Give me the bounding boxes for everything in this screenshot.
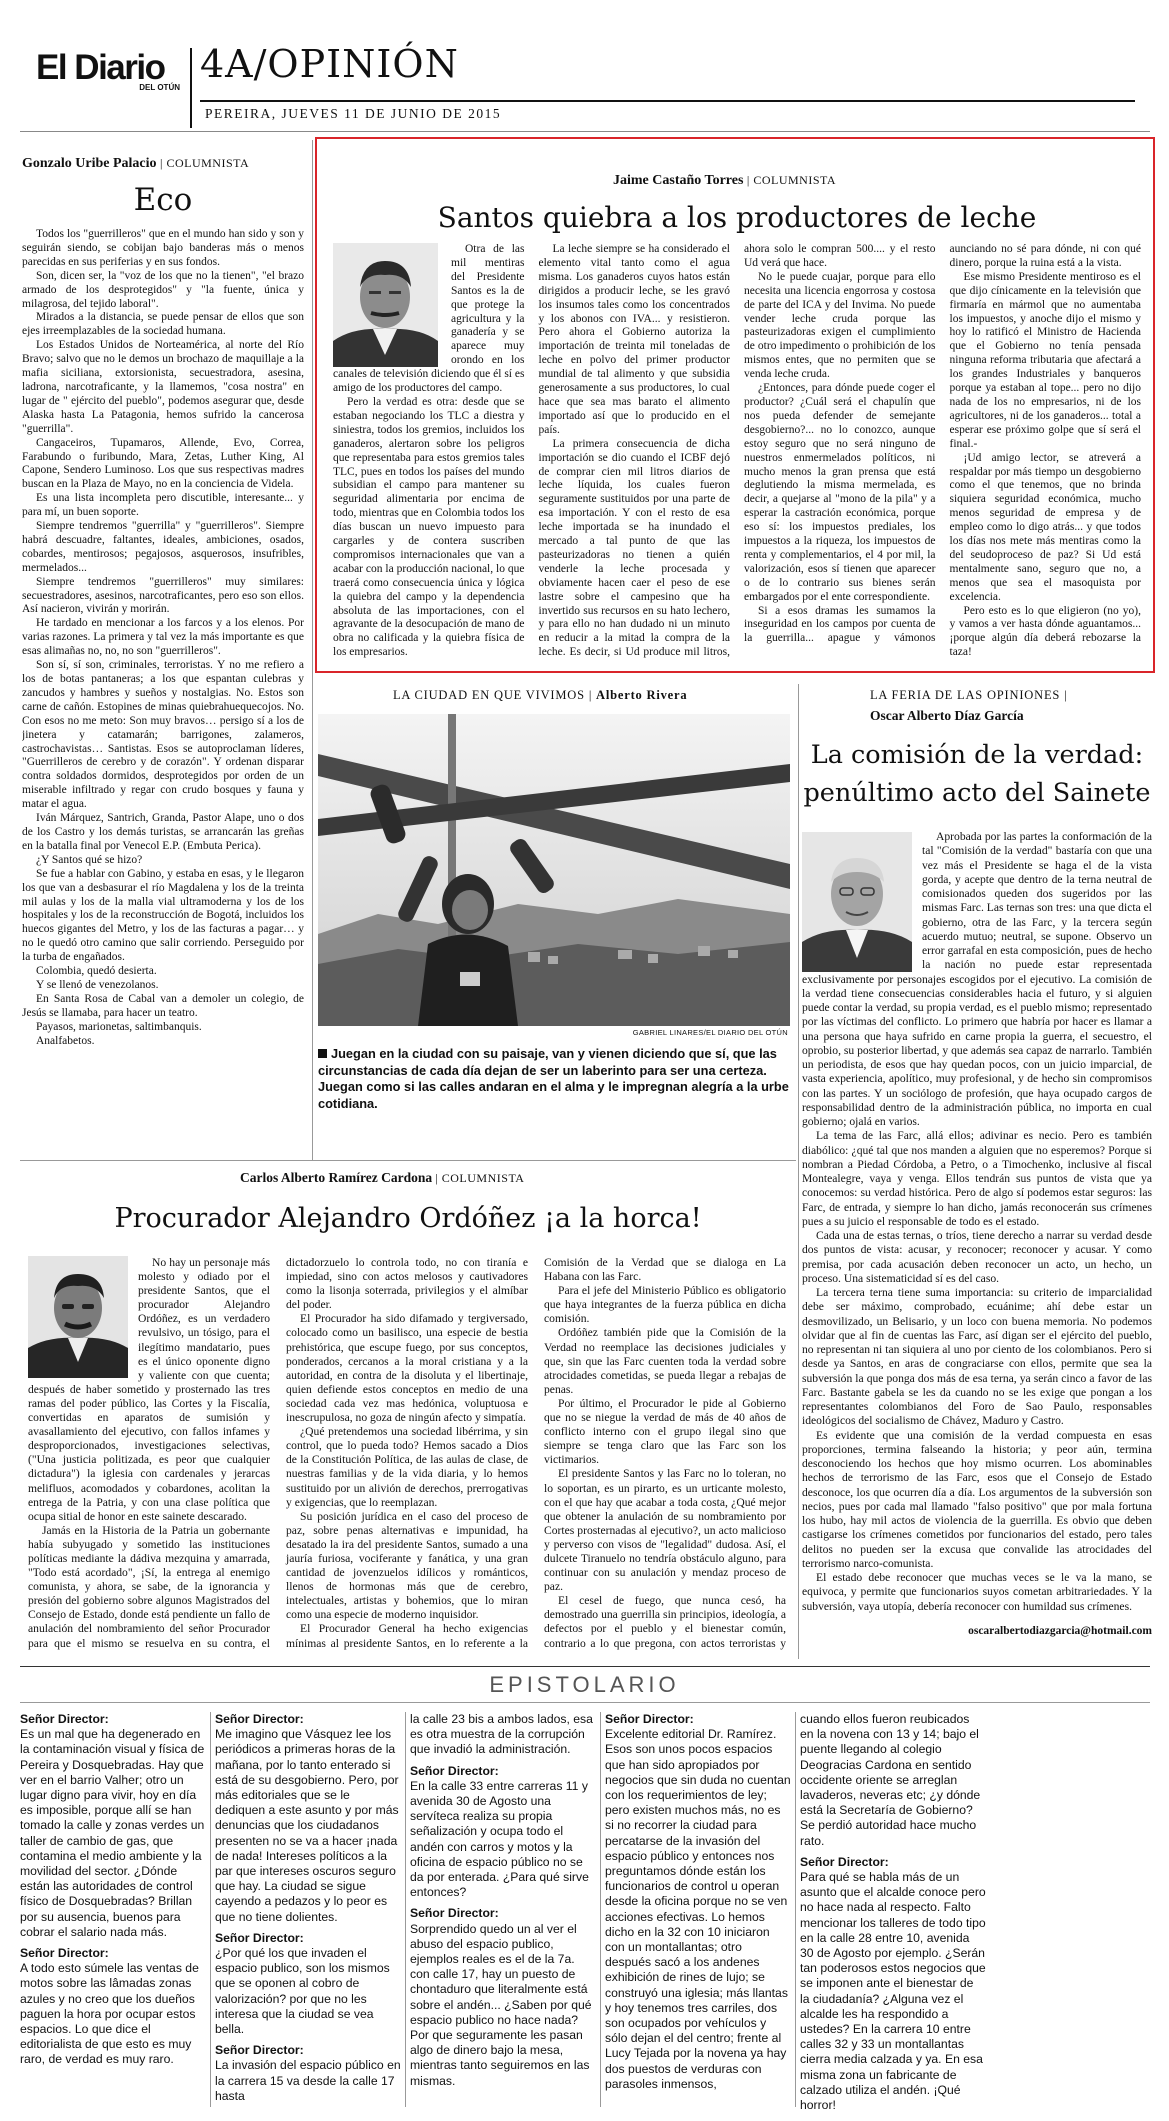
letter-text: Para qué se habla más de un asunto que el alcalde conoce pero no hace nada al respecto. Falto mencionar los talleres de todo tipo en la calle 28 entre 10, avenida 30 de Agosto por ejemplo. ¿Serán tan poderosos estos negocios que se imponen ante el bienestar de la ciudadanía? ¿Alguna vez el alcalde les ha respondido a ustedes? En la carrera 10 entre calles 32 y 33 un montallantas cierra media calzada y ya. En esa misma zona un fabricante de calzado utiliza el andén. ¡Qué horror! <box>800 1870 986 2112</box>
procurador-article <box>22 1162 794 1662</box>
letters-column <box>20 1712 206 2112</box>
column-divider <box>798 684 799 1659</box>
epistolario-top-rule <box>20 1666 1150 1667</box>
paragraph: Payasos, marionetas, saltimbanquis. <box>36 1020 202 1033</box>
letters-column <box>800 1712 986 2112</box>
letter-salutation: Señor Director: <box>20 1712 109 1726</box>
masthead-bottom-rule <box>20 131 1150 132</box>
masthead-rule <box>200 100 1135 102</box>
santos-byline: Jaime Castaño Torres | COLUMNISTA <box>613 173 837 188</box>
letter-text: cuando ellos fueron reubicados en la novena con 13 y 14; bajo el puente llegando al colegio Deogracias Cardona en sentido occidente oriente se arreglan lavaderos, neveras etc; ¿y dónde está la Secretaría de Gobierno? Se perdió autoridad hace mucho rato. <box>800 1712 981 1848</box>
paragraph: Mirados a la distancia, se puede pensar de ellos que son ejes irreemplazables de la sociedad humana. <box>22 311 304 338</box>
letter-salutation: Señor Director: <box>410 1906 499 1921</box>
paragraph: Colombia, quedó desierta. <box>36 965 157 978</box>
letter-salutation: Señor Director: <box>215 1930 304 1945</box>
logo-main: El Diario <box>36 48 165 87</box>
paragraph: El Procurador ha sido difamado y tergiversado, colocado como un basilisco, una especie de bestia prehistórica, que escupe fuego, por sus conceptos, ponderados, cercanos a la moral cristiana y a la autoridad, en contra de la disoluta y el libertinaje, quien defiende estos conceptos en medio de una sociedad cada vez mas hedónica, voluptuosa e inescrupulosa, no goza de ningún afecto y simpatía. <box>286 1312 528 1425</box>
paragraph: Ordóñez también pide que la Comisión de la Verdad no reemplace las decisiones judiciales y que, sin que las Farc cuenten toda la verdad sobre atrocidades cometidas, se pueda llegar a rebajas de penas. <box>544 1326 786 1396</box>
photo-float-space <box>28 1256 132 1380</box>
column-divider <box>312 140 313 1160</box>
paragraph: Siempre tendremos "guerrilla" y "guerrilleros". Siempre habrá descuadre, faltantes, ideales, ambiciones, osados, cobardes, mentirosos; pegajosos, asquerosos, insufribles, mermelados... <box>22 520 304 574</box>
paragraph: Cangaceiros, Tupamaros, Allende, Evo, Correa, Farabundo o furibundo, Mara, Zetas, Luther King, Al Capone, Sendero Luminoso. Los que sus respectivas madres buscan en la Plaza de Mayo, no en la conciencia de Videla. <box>22 436 304 491</box>
letter-text: Sorprendido quedo un al ver el abuso del espacio publico, ejemplos reales es el de la 7a. con calle 17, hay un puesto de chontaduro que literalmente está sobre el andén... ¿Saben por qué espacio publico no hace nada? Por que seguramente les pasan algo de dinero bajo la mesa, mientras tanto seguiremos en las mismas. <box>410 1921 592 2088</box>
column-divider <box>600 1712 601 2107</box>
letter-text: Me imagino que Vásquez lee los periódicos a primeras horas de la mañana, por lo tanto enterado si está de su desgobierno. Pero, por más editoriales que se le dediquen a este asunto y por más denuncias que los ciudadanos presenten no se va a hacer ¡nada de nada! Intereses políticos a la par que intereses oscuros seguro que hay. La ciudad se sigue cayendo a pedazos y lo peor es que no tiene dolientes. <box>215 1727 399 1924</box>
column-divider <box>405 1712 406 2107</box>
paragraph: La primera consecuencia de dicha importación se dio cuando el ICBF dejó de comprar cien mil litros diarios de leche líquida, los cuales fueron seguramente sustituidos por una parte de esa importación. Y con el resto de esa leche importada se ha inundado el mercado a tal punto de que las pasteurizadoras no tienen a quién venderle la leche procesada y obviamente hacen caer el peso de ese lastre sobre el campesino que ha invertido sus recursos en su hato lechero, y para ello no han dudado ni un minuto en reducir a la mitad la compra de la leche. Es decir, si Ud produce mil litros, ahora solo le compran 500.... y el resto Ud verá que hace. <box>538 243 936 659</box>
letter-text: La invasión del espacio público en la carrera 15 va desde la calle 17 hasta <box>215 2058 401 2103</box>
letter-salutation: Señor Director: <box>605 1712 694 1726</box>
comision-body <box>802 830 1152 1620</box>
procurador-body <box>28 1256 786 1654</box>
letters-column <box>605 1712 791 2112</box>
section-title: 4A/OPINIÓN <box>200 42 459 86</box>
logo <box>36 50 186 92</box>
masthead-divider <box>190 48 192 128</box>
photo-caption: Juegan en la ciudad con su paisaje, van y vienen diciendo que sí, que las circunstancias de cada día dejan de ser un laberinto para ser una certeza. Juegan como si las calles andaran en el alma y le impregnan alegría a la urbe cotidiana. <box>318 1046 789 1111</box>
procurador-byline: Carlos Alberto Ramírez Cardona | COLUMNISTA <box>240 1170 525 1185</box>
santos-body <box>333 243 1141 663</box>
letter-text: ¿Por qué los que invaden el espacio publico, son los mismos que se oponen al cobro de valorización? por que no les interesa que la ciudad se vea bella. <box>215 1946 390 2037</box>
paragraph: La tercera terna tiene suma importancia: su criterio de imparcialidad debe ser máximo, comprobado, ecuánime; ahí debe estar un desmovilizado, un Belisario, y un loco con buena memoria. No podemos olvidar que al fin de cuentas las Farc, así digan ser el ejército del pueblo, no representan ni tan siquiera al uno por ciento de los colombianos. Pero si desde ya Santos, en aras de congraciarse con ellos, permite que sea la subversión la que ponga dos más de esa terna, ya serán cinco a favor de las Farc. Bastante gabela se les da cuando no se les exige que pongan a los representantes colombianos del Foro de Sao Paulo, responsables ideológicos del socialismo de Chávez, Maduro y Castro. <box>802 1286 1152 1428</box>
paragraph: Si a esos dramas les sumamos la inseguridad en los campos por cuenta de la guerrilla... apague y vámonos aunciando no sé para dónde, ni con qué dinero, porque la ruina está a la vista. <box>744 243 1141 645</box>
eco-byline: Gonzalo Uribe Palacio | COLUMNISTA <box>22 156 250 171</box>
paragraph: ¿Y Santos qué se hizo? <box>36 853 143 866</box>
santos-article-box <box>315 137 1155 673</box>
paragraph: Siempre tendremos "guerrilleros" muy similares: secuestradores, asesinos, narcotraficantes, pero eso son ellos. Así nacieron, vivirán y morirán. <box>22 575 304 616</box>
paragraph: Otra de las mil mentiras del Presidente Santos es la de que protege la agricultura y la ganadería y se aparece muy orondo en los canales de televisión diciendo que él sí es amigo de los productores del campo. <box>333 243 525 395</box>
letters-column <box>410 1712 596 2112</box>
paragraph: No hay un personaje más molesto y odiado por el presidente Santos, que el procurador Alejandro Ordóñez, es un verdadero revulsivo, un tósigo, para el ilegítimo mandatario, pues es el único oponente digno y valiente con que cuenta; después de haber sometido y prosternado las tres ramas del poder público, las Cortes y la Fiscalía, convertidas en aparatos de sumisión y avasallamiento del ejecutivo, con fallos infames y desproporcionados, investigaciones selectivas, ("Una justicia politizada, es peor que cualquier dictadura") la iglesia con cardenales y jerarcas melifluos, acomodados y cobardones, acolitan la entrega de la Patria, y con una clase política que ocupa sitial de honor en este sainete descarado. <box>28 1256 270 1523</box>
comision-byline: Oscar Alberto Díaz García <box>870 708 1024 723</box>
masthead <box>0 0 1169 140</box>
paragraph: La tema de las Farc, allá ellos; adivinar es necio. Pero es también diabólico: ¿qué tal que nos manden a alguien que no esperemos? Porque si nombran a Piedad Córdoba, a Petro, o a Timochenko, inclusive al fiscal Montealegre, vaya y venga. Ellos tendrán sus puntos de vista que ya conocemos: su verdad histórica. Pero de algo sí podemos estar seguros: las Farc, de entrada, y siempre lo han dicho, jamás reconocerán sus crímenes pues a su juicio el responsable de todo es el estado. <box>802 1129 1152 1228</box>
paragraph: Todos los "guerrilleros" que en el mundo han sido y son y seguirán siendo, se cobijan bajo banderas más o menos parecidas en sus periferias y en sus fondos. <box>22 228 304 268</box>
comision-email: oscaralbertodiazgarcia@hotmail.com <box>968 1625 1152 1637</box>
paragraph: Iván Márquez, Santrich, Granda, Pastor Alape, uno o dos de los Castro y los demás turistas, se arrancarán las greñas en la batalla final por Venecol E.P. (Embuta Perica). <box>22 812 304 852</box>
logo-sub: DEL OTÚN <box>139 83 180 92</box>
paragraph: ¿Entonces, para dónde puede coger el productor? ¿Cuál será el chapulín que nos pueda defender de semejante desgobierno?... no lo conozco, aunque estoy seguro que no será ninguno de nuestros enmermelados políticos, ni mucho menos la gran prensa que está deglutiendo la misma mermelada, es decir, a quejarse al "mono de la pila" y a esperar la castración económica, porque eso sí: los impuestos prediales, los impuestos a la riqueza, los impuestos de renta y complementarios, el 4 por mil, la valorización, esos sí tienen que aparecer o de lo contrario sus bienes serán embargados por el ente correspondiente. <box>744 382 936 603</box>
letter-salutation: Señor Director: <box>800 1854 889 1869</box>
letter-text: A todo esto súmele las ventas de motos sobre las lâmadas zonas azules y no creo que los dueños paguen la hora por ocupar estos espacios. Lo que dice el editorialista de que esto es muy raro, de verdad es muy raro. <box>20 1961 199 2067</box>
paragraph: Se fue a hablar con Gabino, y estaba en esas, y le llegaron los que van a desbasurar el río Magdalena y los de la treinta mil aulas y los de la malla vial ultramoderna y los de los hospitales y los de la reconstrucción de Bogotá, incluidos los huecos gigantes del Metro, y los de las facturas a pagar… y no le quedó otro camino que salir corriendo. Perseguido por la turba de engañados. <box>22 867 304 964</box>
paragraph: La leche siempre se ha considerado el elemento vital tanto como el agua misma. Los ganaderos cuyos hatos están dirigidos a producir leche, se les gravó los insumos tales como los concentrados y los abonos con IVA... y resistieron. Pero ahora el Gobierno autoriza la importación de treinta mil toneladas de leche en polvo del primer productor mundial de tal alimento y que subsidia generosamente a sus productores, lo cual hace que sea mas barato el alimento importado así que lo producido en el país. <box>538 243 730 436</box>
comision-kicker: LA FERIA DE LAS OPINIONES | <box>870 688 1068 702</box>
comision-column <box>802 684 1152 1659</box>
eco-body <box>22 228 304 1228</box>
letter-text: Es un mal que ha degenerado en la contaminación visual y física de Pereira y Dosquebradas. Hay que ver en el barrio Valher; otro un lugar digno para vivir, hoy en día es imposible, porque allí se han tomado la calle y zonas verdes un taller de cambio de gas, que contamina el medio ambiente y la movilidad del sector. ¿Dónde están las autoridades de control físico de Dosquebradas? Brillan por su ausencia, buenos para cobrar el salario nada más. <box>20 1727 205 1939</box>
letter-text: Excelente editorial Dr. Ramírez. Esos son unos pocos espacios que han sido apropiados por negocios que sin duda no cuentan con los requerimientos de ley; pero existen muchos más, no es si no recorrer la ciudad para percatarse de la invasión del espacio público y entonces nos preguntamos dónde están los funcionarios de control u operan desde la oficina porque no se ven acciones efectivas. Lo hemos dicho en la 32 con 10 iniciaron con un montallantas; otro después sacó a los andenes exhibición de rines de lujo; se construyó una iglesia; más llantas y hoy tenemos tres carriles, dos son ocupados por vehículos y sólo dejan el del centro; frente al Lucy Tejada por la novena ya hay dos puestos de verduras con parasoles inmensos, <box>605 1727 791 2091</box>
paragraph: Aprobada por las partes la conformación de la tal "Comisión de la verdad" bastaría con que una vez más el Presidente se haga el de la vista gorda, y acepte que dentro de la terna neutral de comisionados queden dos sugeridos por las mismas Farc. Las ternas son tres: una que dicta el gobierno, otra de las Farc, y la tercera según acuerdo mutuo; neutral, se supone. Observo un error garrafal en esta composición, pues de hecho la nación no puede estar representada exclusivamente por personajes escogidos por el ejecutivo. La comisión de la verdad tiene consecuencias considerables hacia el futuro, y si alguien puede contar la verdad, su propia verdad, es el pueblo mismo; representado por las víctimas del conflicto. Lo primero que habría por hacer es llamar a una persona que haya sufrido en carne propia la guerra, el secuestro, el oprobio, su posterior libertad, y que además sea capaz de narrarlo. También un periodista, de esos que hay quedan pocos, con un juicio imparcial, de vasta experiencia, apolítico, muy profesional, y de hecho sin compromisos con las partes. Y un sociólogo de profesión, que haya ocupado cargos de responsabilidad dentro de la administración pública, no importa en cual gobierno; ojalá en varios. <box>802 830 1152 1128</box>
paragraph: Son, dicen ser, la "voz de los que no la tienen", "el brazo armado de los desprotegidos" y "la fuente, única y milagrosa, del tejido laboral". <box>22 269 304 310</box>
letter-salutation: Señor Director: <box>410 1763 499 1778</box>
paragraph: Pero esto es lo que eligieron (no yo), y vamos a ver hasta dónde aguantamos... ¡porque algún día deberá rebozarse la taza! <box>949 604 1141 659</box>
letter-text: la calle 23 bis a ambos lados, esa es otra muestra de la corrupción que invadió la administración. <box>410 1712 593 1757</box>
column-divider <box>210 1712 211 2107</box>
paragraph: Ese mismo Presidente mentiroso es el que dijo cínicamente en la televisión que firmaría en mármol que no aumentaba los impuestos, y anoche dijo el mismo y hoy lo ratificó el Ministro de Hacienda que el Gobierno no tenía pensada ninguna reforma tributaria que afectará a los grandes Industriales y banqueros porque ya estaban al tope... pero no dijo nada de los no empresarios, ni de los agricultores, ni de los ganaderos... total a esperar ese próximo golpe que sí será el final.- <box>949 270 1141 450</box>
paragraph: Para el jefe del Ministerio Público es obligatorio que haya integrantes de la fuerza pública en dicha comisión. <box>544 1284 786 1326</box>
caption-bullet-icon <box>318 1049 327 1058</box>
paragraph: Es evidente que una comisión de la verdad compuesta en esas proporciones, termina falseando la historia; y peor aún, termina desconociendo los hechos que hoy mismo ocurren. Los abominables hechos de terrorismo de las Farc, esos que el Consejo de Estado desconoce, los que ocurren día a día. Los argumentos de la subversión son necios, pues por cada mal llamado "falso positivo" que por mala fortuna los hubo, hay mil actos de violencia de la guerrilla. Es obvio que deben castigarse los crímenes cometidos por funcionarios del estado, pero tales delitos no pueden ser la excusa que convalide las atrocidades del terrorismo narco-comunista. <box>802 1428 1152 1570</box>
letter-salutation: Señor Director: <box>215 1712 304 1726</box>
paragraph: Por último, el Procurador le pide al Gobierno que no se niegue la verdad de más de 40 años de conflicto interno con el grupo ilegal sino que siempre se tenga claro que las Farc son los victimarios. <box>544 1396 786 1467</box>
paragraph: No le puede cuajar, porque para ello necesita una licencia engorrosa y costosa de parte del ICA y del Invima. No puede vender leche cruda porque las pasteurizadoras exigen el cumplimiento de otro impedimento o prohibición de los mismos entes, que no permiten que se venda leche cruda. <box>744 270 936 381</box>
paragraph: Jamás en la Historia de la Patria un gobernante había subyugado y sometido las instituciones políticas mediante la dádiva mezquina y amarrada, "Todo está acordado", ¡Sí, la entrega al enemigo comunista, y ahora, se sabe, de la ignorancia y presión del gobierno sobre algunos Magistrados del Consejo de Estado, donde está pendiente un fallo de anulación del nombramiento del señor Procurador para que el mismo se resuelva en su contra, el dictadorzuelo lo controla todo, no con tiranía e impiedad, sino con actos melosos y cautivadores como la lisonja soterrada, privilegios y el almíbar del poder. <box>28 1256 528 1650</box>
dateline: PEREIRA, JUEVES 11 DE JUNIO DE 2015 <box>205 106 502 121</box>
paragraph: Los Estados Unidos de Norteamérica, al norte del Río Bravo; salvo que no le demos un brochazo de maquillaje a la mafia siciliana, extorsionista, secuestradora, asesina, ladrona, narcotraficante, y la llamemos, "cosa nostra" en lugar de " ejército del pueblo", podemos asegurar que, desde Alaska hasta La Patagonia, hemos sufrido la cancerosa "guerrilla". <box>22 339 304 435</box>
comision-title: La comisión de la verdad: penúltimo acto del Sainete <box>803 740 1151 808</box>
paragraph: El estado debe reconocer que muchas veces se le va la mano, se equivoca, y permite que funcionarios suyos cometan arbitrariedades. Y la subversión, vaya utopía, debería reconocer con humildad sus crímenes. <box>802 1571 1152 1613</box>
photo-float-space <box>802 830 916 972</box>
paragraph: En Santa Rosa de Cabal van a demoler un colegio, de Jesús se llamaba, para hacer un teatro. <box>22 992 304 1019</box>
city-photo <box>318 714 790 1026</box>
paragraph: Pero la verdad es otra: desde que se estaban negociando los TLC a diestra y siniestra, todos los gremios, incluidos los ganaderos, alertaron sobre los peligros que representaba para estos gremios tales TLC, pues en todos los países del mundo subsidian el campo para mantener su seguridad alimentaria por encima de todo, mientras que en Colombia todos los días buscan un nuevo impuesto para cargarles y de contera suscriben compromisos internacionales que van a acabar con la producción nacional, lo que traerá como consecuencia única y lógica la quiebra del campo y la dependencia absoluta de las importaciones, con el agravante de la desocupación de mano de obra no calificada y la quiebra física de los empresarios. <box>333 395 525 659</box>
photo-float-space <box>333 243 445 367</box>
letter-salutation: Señor Director: <box>215 2043 304 2058</box>
paragraph: ¿Qué pretendemos una sociedad libérrima, y sin control, que lo pueda todo? Hemos sacado a Dios de la Constitución Política, de las aulas de clase, de nuestras familias y de la vida diaria, y lo hemos sustituido por un alivión de derechos, prerrogativas y exigencias, que lo reemplazan. <box>286 1425 528 1509</box>
procurador-top-rule <box>20 1160 796 1161</box>
column-divider <box>795 1712 796 2107</box>
paragraph: ¡Ud amigo lector, se atreverá a respaldar por más tiempo un desgobierno como el que tenemos, que no brinda siquiera seguridad económica, mucho menos seguridad de empresa y de empleo como lo digo atrás... y que todos los días nos mete más mentiras como la del seudoproceso de paz? Si Ud está mentalmente sano, seguro que no, a menos que sea el masoquista por excelencia. <box>949 451 1141 603</box>
epistolario-header: EPISTOLARIO <box>489 1672 680 1697</box>
photo-credit: GABRIEL LINARES/EL DIARIO DEL OTÚN <box>632 1028 788 1037</box>
paragraph: Cada una de estas ternas, o tríos, tiene derecho a narrar su verdad desde dos puntos de vista: acusar, y reconocer; reconocer y acusar. Y como premisa, por cada acusación deben reconocer un acto, un hecho, un proceso. Una sistematicidad sí es del caso. <box>802 1229 1152 1285</box>
paragraph: Son sí, sí son, criminales, terroristas. Y no me refiero a los de botas pantaneras; a los que espantan culebras y zancudos y hambres y sueños y nostalgias. No. Estos son carne de cañón. Estopines de minas quiebrahuequecojos. No. Con esos no me meto: Son muy bravos… persigo sí a los de jinetera y catamarán; barrigones, zalameros, castrochavistas… Santistas. Esos se autoproclaman líderes, "Guerrilleros de cerebro y de corazón". Y ordenan disparar contra soldados dormidos, desprotegidos por orden de un miserable infiltrado y regar con crudo bosques y fauna y matar el agua. <box>22 659 304 811</box>
paragraph: Su posición jurídica en el caso del proceso de paz, sobre penas alternativas e impunidad, ha desatado la ira del presidente Santos, sumado a una jauría furiosa, vociferante y fanática, y una gran cantidad de jovenzuelos idílicos y románticos, llenos de hormonas más que de cerebro, intelectuales, artistas y bohemios, que lo miran como una especie de moderno inquisidor. <box>286 1509 528 1622</box>
paragraph: He tardado en mencionar a los farcos y a los elenos. Por varias razones. La primera y tal vez la más importante es que esas alimañas no, no, no son "guerrilleros". <box>22 617 304 658</box>
procurador-title: Procurador Alejandro Ordóñez ¡a la horca! <box>114 1203 702 1234</box>
paragraph: El Procurador General ha hecho exigencias mínimas al presidente Santos, en lo referente a la Comisión de la Verdad que se dialoga en La Habana con las Farc. <box>286 1256 786 1650</box>
photo-feature <box>318 684 794 1144</box>
eco-column <box>22 150 304 1160</box>
paragraph: El cesel de fuego, que nunca cesó, ha demostrado una guerrilla sin principios, ideología, a defectos por el pueblo y el bienestar común, contrario a lo que pregona, con actos terroristas y <box>544 1594 786 1650</box>
paragraph: El presidente Santos y las Farc no lo toleran, no lo soportan, es un pirarto, es un urticante molesto, con el que hay que acabar a toda costa, ¿Qué mejor que obtener la anulación de su nombramiento por Cortes prosternadas al ejecutivo?, un acto malicioso y perverso con visos de "legalidad" dudosa. Así, el dulcete Tiranuelo no tendría obstáculo alguno, para continuar con su anulación y mendaz proceso de paz. <box>544 1467 786 1594</box>
letters-column <box>215 1712 401 2112</box>
santos-title: Santos quiebra a los productores de leche <box>437 201 1037 234</box>
photo-feature-heading: LA CIUDAD EN QUE VIVIMOS | Alberto Rivera <box>393 688 688 702</box>
paragraph: Es una lista incompleta pero discutible, interesante... y para mí, un buen soporte. <box>22 492 304 519</box>
paragraph: Analfabetos. <box>36 1034 95 1047</box>
letter-salutation: Señor Director: <box>20 1946 109 1961</box>
epistolario-header-rule <box>20 1702 1150 1703</box>
letter-text: En la calle 33 entre carreras 11 y avenida 30 de Agosto una servíteca realiza su propia señalización y ocupa todo el andén con carros y motos y la oficina de espacio público no se da por enterada. ¿Para qué sirve entonces? <box>410 1778 589 1900</box>
paragraph: Y se llenó de venezolanos. <box>36 978 159 991</box>
eco-title: Eco <box>133 182 193 218</box>
